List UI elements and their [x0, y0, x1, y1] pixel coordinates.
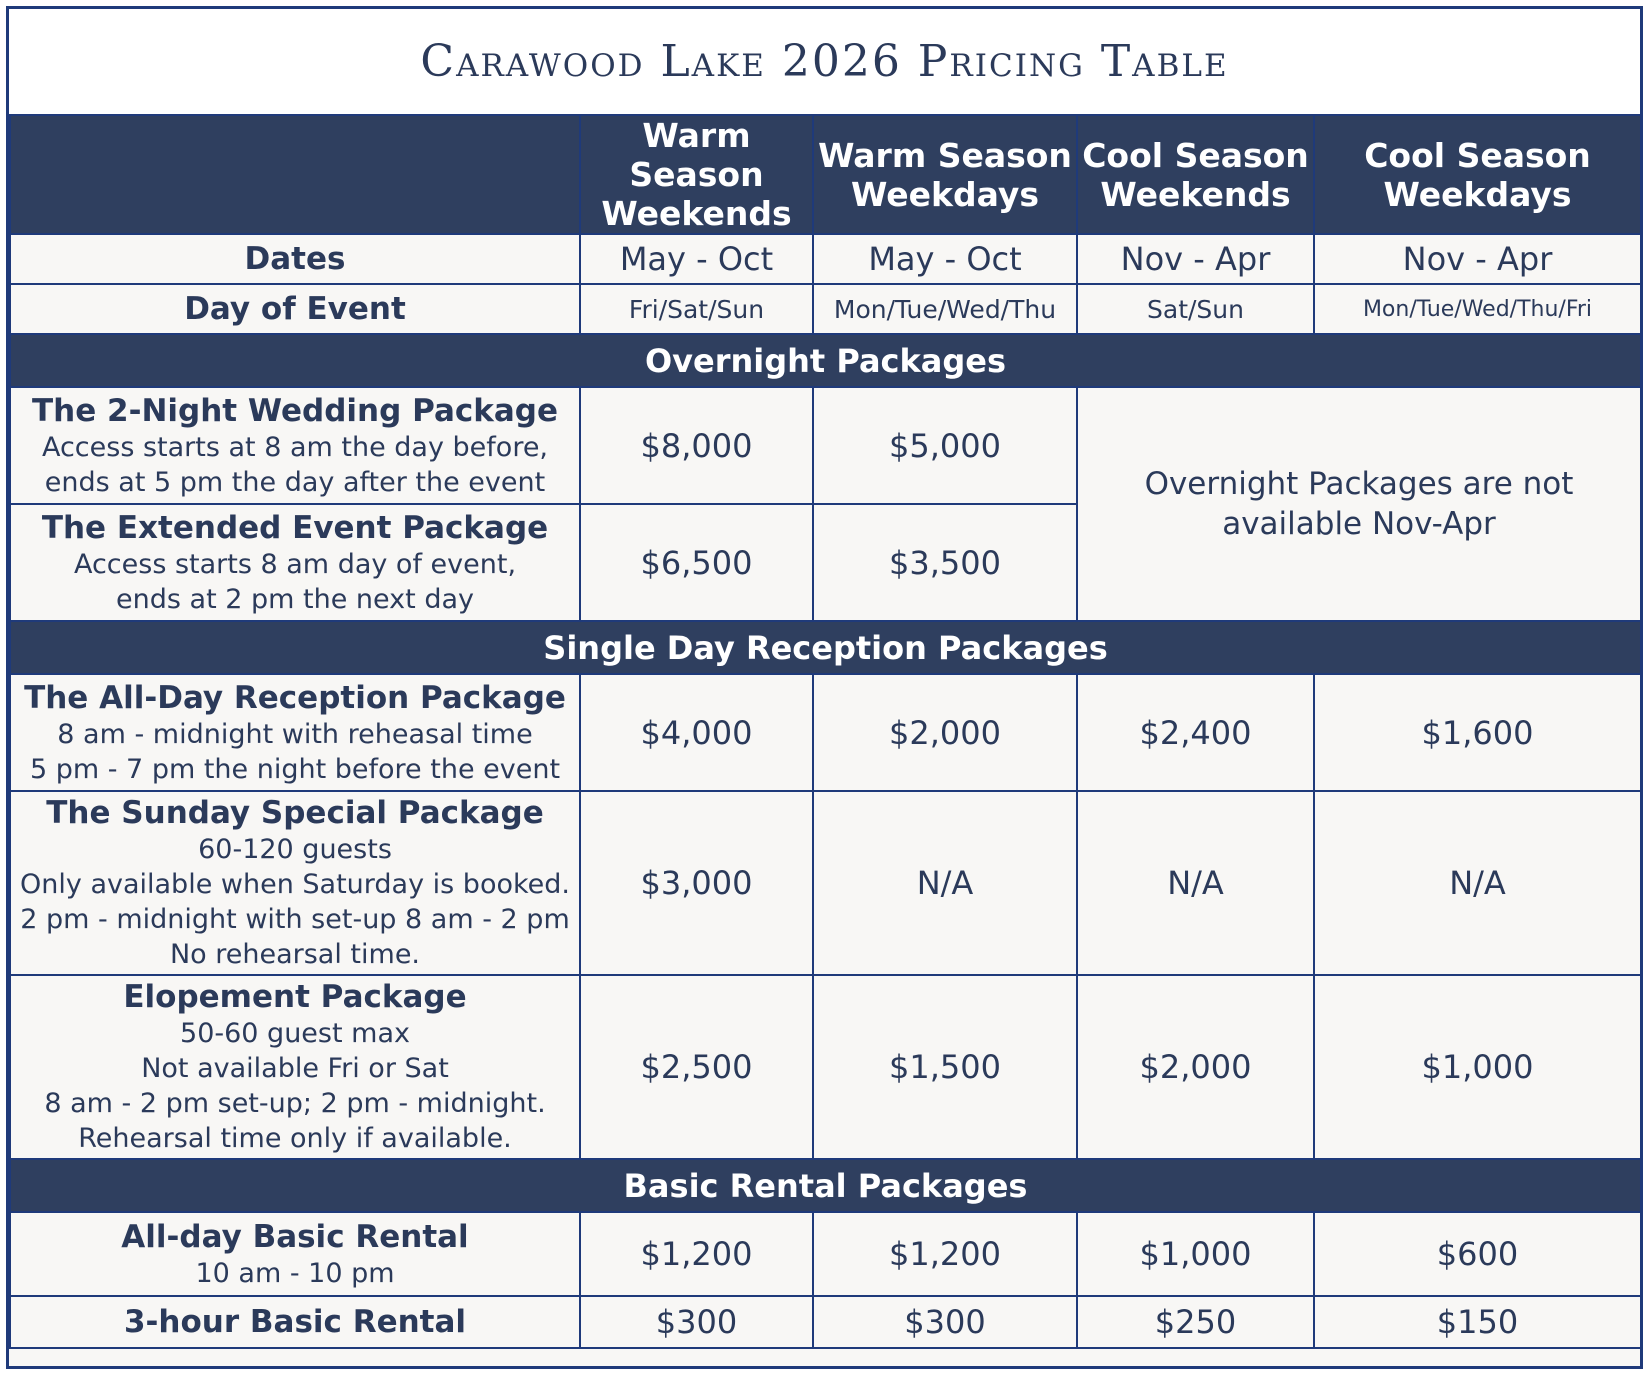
package-cell	[10, 975, 580, 1159]
package-cell	[10, 674, 580, 791]
column-header-cool-weekends: Cool Season Weekends	[1077, 115, 1314, 234]
price-cell: $600	[1314, 1212, 1641, 1296]
package-desc-line: Access starts 8 am day of event,	[73, 548, 517, 580]
price-cell: $1,600	[1314, 674, 1641, 791]
package-desc-line: Not available Fri or Sat	[141, 1053, 449, 1084]
price-cell: $1,200	[813, 1212, 1077, 1296]
price-cell: $1,000	[1077, 1212, 1314, 1296]
price-cell: $3,000	[580, 791, 813, 975]
package-desc-line: 60-120 guests	[198, 834, 392, 865]
price-cell: $1,500	[813, 975, 1077, 1159]
package-desc-line: Only available when Saturday is booked.	[20, 869, 570, 900]
price-cell: $3,500	[813, 504, 1077, 621]
package-name: Elopement Package	[123, 979, 467, 1015]
overnight-unavailable-note: Overnight Packages are not available Nov-Apr	[1077, 387, 1641, 621]
price-cell: $1,000	[1314, 975, 1641, 1159]
day-of-event-cell: Sat/Sun	[1077, 284, 1314, 334]
column-header-cool-weekdays: Cool Season Weekdays	[1314, 115, 1641, 234]
package-name: 3-hour Basic Rental	[10, 1296, 580, 1348]
package-desc-line: ends at 5 pm the day after the event	[44, 466, 546, 498]
dates-cell: May - Oct	[813, 234, 1077, 284]
price-cell: $6,500	[580, 504, 813, 621]
package-desc-line: 2 pm - midnight with set-up 8 am - 2 pm	[20, 904, 570, 935]
price-cell: N/A	[1077, 791, 1314, 975]
package-desc-line: 50-60 guest max	[180, 1018, 410, 1049]
price-cell: $1,200	[580, 1212, 813, 1296]
package-desc-line: 8 am - midnight with reheasal time	[57, 718, 533, 750]
package-name: All-day Basic Rental	[121, 1218, 469, 1255]
dates-label: Dates	[10, 234, 580, 284]
price-cell: $8,000	[580, 387, 813, 504]
section-title: Basic Rental Packages	[10, 1159, 1641, 1212]
section-title: Overnight Packages	[10, 334, 1641, 387]
dates-cell: Nov - Apr	[1314, 234, 1641, 284]
dates-cell: Nov - Apr	[1077, 234, 1314, 284]
package-desc-line: No rehearsal time.	[169, 939, 421, 970]
price-cell: $2,000	[813, 674, 1077, 791]
price-cell: $150	[1314, 1296, 1641, 1348]
price-cell: $4,000	[580, 674, 813, 791]
day-of-event-cell: Fri/Sat/Sun	[580, 284, 813, 334]
package-name: The All-Day Reception Package	[24, 679, 566, 716]
price-cell: $2,000	[1077, 975, 1314, 1159]
column-header-warm-weekends: Warm Season Weekends	[580, 115, 813, 234]
header-row	[10, 115, 1641, 234]
package-cell	[10, 504, 580, 621]
section-row-overnight	[10, 334, 1641, 387]
pricing-table-frame	[6, 6, 1643, 1369]
day-of-event-cell: Mon/Tue/Wed/Thu	[813, 284, 1077, 334]
package-row	[10, 1212, 1641, 1296]
package-row	[10, 791, 1641, 975]
price-cell: $2,400	[1077, 674, 1314, 791]
package-cell	[10, 791, 580, 975]
price-cell: $2,500	[580, 975, 813, 1159]
section-row-basic	[10, 1159, 1641, 1212]
page-title: Carawood Lake 2026 Pricing Table	[420, 36, 1229, 87]
price-cell: $300	[813, 1296, 1077, 1348]
package-name: The 2-Night Wedding Package	[31, 392, 559, 429]
package-desc-line: 5 pm - 7 pm the night before the event	[29, 753, 561, 785]
price-cell: $300	[580, 1296, 813, 1348]
package-desc-line: ends at 2 pm the next day	[116, 583, 474, 615]
price-cell: N/A	[1314, 791, 1641, 975]
column-header-warm-weekdays: Warm Season Weekdays	[813, 115, 1077, 234]
price-cell: N/A	[813, 791, 1077, 975]
package-name: The Sunday Special Package	[46, 795, 544, 831]
header-blank-cell	[10, 115, 580, 234]
pricing-table	[9, 114, 1642, 1349]
package-row	[10, 674, 1641, 791]
package-desc-line: Access starts at 8 am the day before,	[41, 431, 549, 463]
package-row	[10, 1296, 1641, 1348]
package-desc-line: 8 am - 2 pm set-up; 2 pm - midnight.	[44, 1088, 546, 1119]
day-of-event-row	[10, 284, 1641, 334]
package-name: The Extended Event Package	[41, 509, 549, 546]
day-of-event-label: Day of Event	[10, 284, 580, 334]
section-row-single-day	[10, 621, 1641, 674]
dates-cell: May - Oct	[580, 234, 813, 284]
dates-row	[10, 234, 1641, 284]
package-desc-line: 10 am - 10 pm	[195, 1257, 395, 1289]
day-of-event-cell: Mon/Tue/Wed/Thu/Fri	[1314, 284, 1641, 334]
section-title: Single Day Reception Packages	[10, 621, 1641, 674]
title-row	[9, 9, 1640, 117]
package-desc-line: Rehearsal time only if available.	[78, 1123, 512, 1154]
price-cell: $5,000	[813, 387, 1077, 504]
price-cell: $250	[1077, 1296, 1314, 1348]
package-row	[10, 975, 1641, 1159]
package-cell	[10, 1212, 580, 1296]
package-row	[10, 387, 1641, 504]
package-cell	[10, 387, 580, 504]
